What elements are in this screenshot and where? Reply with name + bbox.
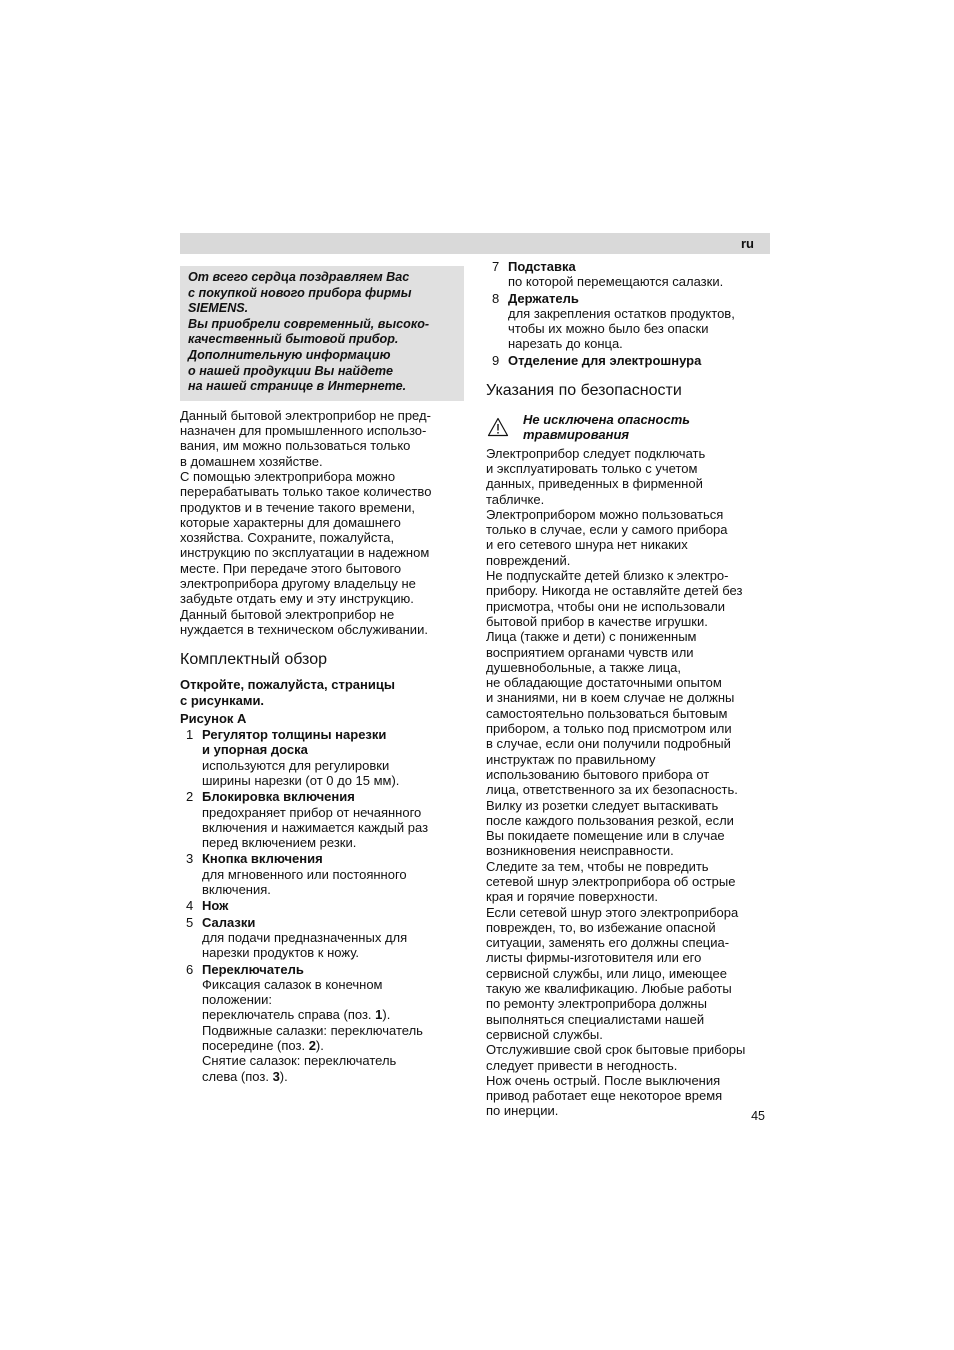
warning-line: травмирования — [523, 427, 630, 443]
congratulations-box — [180, 266, 464, 401]
position-end: ). — [279, 1068, 288, 1084]
text-line: лица, ответственного за их безопасность. — [486, 782, 738, 798]
item-title: Кнопка включения — [202, 851, 323, 867]
intro-box-line: SIEMENS. — [188, 301, 249, 316]
intro-box-line: о нашей продукции Вы найдете — [188, 363, 393, 378]
injury-warning — [486, 412, 776, 443]
text-line: забудьте отдать ему и эту инструкцию. — [180, 591, 414, 607]
text-line: сервисной службы, или лицо, имеющее — [486, 965, 728, 981]
text-line: продуктов и в течение такого времени, — [180, 499, 415, 515]
text-line: не обладающие достаточными опытом — [486, 675, 722, 691]
subhead-line: с рисунками. — [180, 692, 265, 708]
text-line: инструктаж по правильному — [486, 751, 656, 767]
text-line: инструкцию по эксплуатации в надежном — [180, 545, 430, 561]
safety-text — [486, 446, 776, 1119]
text-line: Вы покидаете помещение или в случае — [486, 828, 725, 844]
position-text: Подвижные салазки: переключатель — [202, 1022, 423, 1038]
position-line — [202, 1038, 464, 1053]
item-desc: для подачи предназначенных для — [202, 929, 408, 945]
item-desc: положении: — [202, 992, 273, 1008]
position-text: посередине (поз. — [202, 1038, 309, 1054]
position-text: слева (поз. — [202, 1068, 273, 1084]
text-line: Данный бытовой электроприбор не пред- — [180, 407, 431, 423]
text-line: С помощью электроприбора можно — [180, 468, 396, 484]
text-line: выполняться специалистами нашей — [486, 1011, 705, 1027]
text-line: в домашнем хозяйстве. — [180, 453, 323, 469]
item-desc: предохраняет прибор от нечаянного — [202, 804, 422, 820]
text-line: нуждается в техническом обслуживании. — [180, 621, 428, 637]
item-desc: включения. — [202, 882, 271, 898]
item-number: 5 — [186, 914, 194, 930]
right-column — [486, 259, 776, 1119]
text-line: бытовой прибор в качестве игрушки. — [486, 613, 708, 629]
safety-heading: Указания по безопасности — [486, 382, 682, 400]
text-line: ситуации, заменять его должны специа- — [486, 935, 730, 951]
item-desc: включения и нажимается каждый раз — [202, 819, 429, 835]
text-line: использованию бытового прибора от — [486, 766, 710, 782]
language-bar — [180, 233, 770, 254]
position-end: ). — [315, 1038, 324, 1054]
item-number: 6 — [186, 961, 194, 977]
overview-subhead — [180, 677, 464, 708]
position-line — [202, 1069, 464, 1084]
list-item — [180, 727, 464, 788]
item-desc: по которой перемещаются салазки. — [508, 274, 724, 290]
text-line: Нож очень острый. После выключения — [486, 1072, 721, 1088]
position-line — [202, 1023, 464, 1038]
item-title: Блокировка включения — [202, 789, 355, 805]
text-line: табличке. — [486, 491, 545, 507]
item-number: 3 — [186, 851, 194, 867]
figure-label: Рисунок А — [180, 710, 247, 726]
item-title: Переключатель — [202, 961, 304, 977]
item-desc: чтобы их можно было без опаски — [508, 321, 709, 337]
position-number: 2 — [308, 1038, 316, 1054]
item-desc: нарезать до конца. — [508, 336, 623, 352]
list-item — [486, 259, 776, 290]
text-line: Отслужившие свой срок бытовые приборы — [486, 1042, 746, 1058]
text-line: данных, приведенных в фирменной — [486, 476, 703, 492]
intro-box-line: Вы приобрели современный, высоко- — [188, 316, 430, 331]
intro-text — [180, 408, 464, 637]
text-line: Не подпускайте детей близко к электро- — [486, 568, 729, 584]
text-line: по инерции. — [486, 1103, 559, 1119]
text-line: и эксплуатировать только с учетом — [486, 460, 698, 476]
text-line: перерабатывать только такое количество — [180, 484, 432, 500]
language-code: ru — [741, 236, 754, 251]
position-number: 3 — [272, 1068, 280, 1084]
item-number: 4 — [186, 898, 194, 914]
text-line: самостоятельно пользоваться бытовым — [486, 705, 728, 721]
text-line: в случае, если они получили подробный — [486, 736, 731, 752]
item-desc: используются для регулировки — [202, 757, 390, 773]
text-line: следует привести в негодность. — [486, 1057, 678, 1073]
intro-box-line: на нашей странице в Интернете. — [188, 379, 407, 394]
left-column — [180, 266, 464, 1085]
text-line: Если сетевой шнур этого электроприбора — [486, 904, 739, 920]
parts-list — [180, 727, 464, 1084]
item-desc: для закрепления остатков продуктов, — [508, 305, 735, 321]
item-number: 9 — [492, 352, 500, 368]
text-line: только в случае, если у самого прибора — [486, 522, 728, 538]
list-item — [180, 898, 464, 913]
text-line: Электроприбором можно пользоваться — [486, 506, 724, 522]
list-item — [486, 291, 776, 352]
text-line: Вилку из розетки следует вытаскивать — [486, 797, 719, 813]
text-line: сервисной службы. — [486, 1026, 603, 1042]
list-item — [180, 789, 464, 850]
item-title: Подставка — [508, 259, 576, 274]
text-line: по ремонту электроприбора должны — [486, 996, 707, 1012]
text-line: Лица (также и дети) с пониженным — [486, 629, 697, 645]
text-line: хозяйства. Сохраните, пожалуйста, — [180, 530, 395, 546]
list-item — [486, 353, 776, 368]
text-line: привод работает еще некоторое время — [486, 1088, 723, 1104]
position-line — [202, 1053, 464, 1068]
parts-list-continued — [486, 259, 776, 368]
item-desc: для мгновенного или постоянного — [202, 866, 407, 882]
warning-line: Не исключена опасность — [523, 412, 690, 428]
item-title: Нож — [202, 898, 229, 914]
item-desc: нарезки продуктов к ножу. — [202, 945, 360, 961]
text-line: Данный бытовой электроприбор не — [180, 606, 395, 622]
text-line: восприятием органами чувств или — [486, 644, 694, 660]
overview-heading: Комплектный обзор — [180, 651, 328, 669]
text-line: месте. При передаче этого бытового — [180, 560, 402, 576]
item-desc: перед включением резки. — [202, 835, 357, 851]
item-number: 8 — [492, 290, 500, 306]
list-item — [180, 915, 464, 961]
page-number: 45 — [751, 1109, 765, 1123]
text-line: сетевой шнур электроприбора об острые — [486, 873, 736, 889]
position-end: ). — [382, 1007, 391, 1023]
text-line: поврежден, то, во избежание опасной — [486, 919, 716, 935]
text-line: Следите за тем, чтобы не повредить — [486, 858, 709, 874]
text-line: электроприбора другому владельцу не — [180, 576, 416, 592]
text-line: Электроприбор следует подключать — [486, 445, 706, 461]
warning-triangle-icon — [487, 417, 509, 437]
item-number: 2 — [186, 789, 194, 805]
intro-box-line: Дополнительную информацию — [188, 347, 391, 362]
text-line: возникновения неисправности. — [486, 843, 674, 859]
text-line: прибором, а только под присмотром или — [486, 721, 732, 737]
text-line: повреждений. — [486, 552, 571, 568]
text-line: такую же квалификацию. Любые работы — [486, 981, 732, 997]
intro-box-line: с покупкой нового прибора фирмы — [188, 285, 412, 300]
item-desc: Фиксация салазок в конечном — [202, 976, 383, 992]
subhead-line: Откройте, пожалуйста, страницы — [180, 677, 395, 693]
text-line: которые характерны для домашнего — [180, 514, 401, 530]
text-line: и его сетевого шнура нет никаких — [486, 537, 688, 553]
item-number: 1 — [186, 727, 194, 743]
list-item — [180, 851, 464, 897]
text-line: прибору. Никогда не оставляйте детей без — [486, 583, 743, 599]
position-number: 1 — [375, 1007, 383, 1023]
position-text: переключатель справа (поз. — [202, 1007, 376, 1023]
text-line: вания, им можно пользоваться только — [180, 438, 411, 454]
text-line: и знаниями, ни в коем случае не должны — [486, 690, 735, 706]
intro-box-line: От всего сердца поздравляем Вас — [188, 270, 410, 284]
item-title: и упорная доска — [202, 742, 308, 758]
item-title: Регулятор толщины нарезки — [202, 727, 387, 743]
item-title: Отделение для электрошнура — [508, 352, 702, 368]
item-title: Салазки — [202, 914, 256, 930]
intro-box-line: качественный бытовой прибор. — [188, 332, 399, 347]
text-line: края и горячие поверхности. — [486, 889, 658, 905]
text-line: душевнобольные, а также лица, — [486, 659, 682, 675]
position-text: Снятие салазок: переключатель — [202, 1053, 397, 1069]
item-number: 7 — [492, 259, 500, 274]
list-item — [180, 962, 464, 1084]
text-line: присмотра, чтобы они не использовали — [486, 598, 726, 614]
item-desc: ширины нарезки (от 0 до 15 мм). — [202, 772, 400, 788]
text-line: после каждого пользования резкой, если — [486, 812, 734, 828]
position-line — [202, 1007, 464, 1022]
item-title: Держатель — [508, 290, 579, 306]
text-line: назначен для промышленного использо- — [180, 423, 427, 439]
text-line: листы фирмы-изготовителя или его — [486, 950, 702, 966]
